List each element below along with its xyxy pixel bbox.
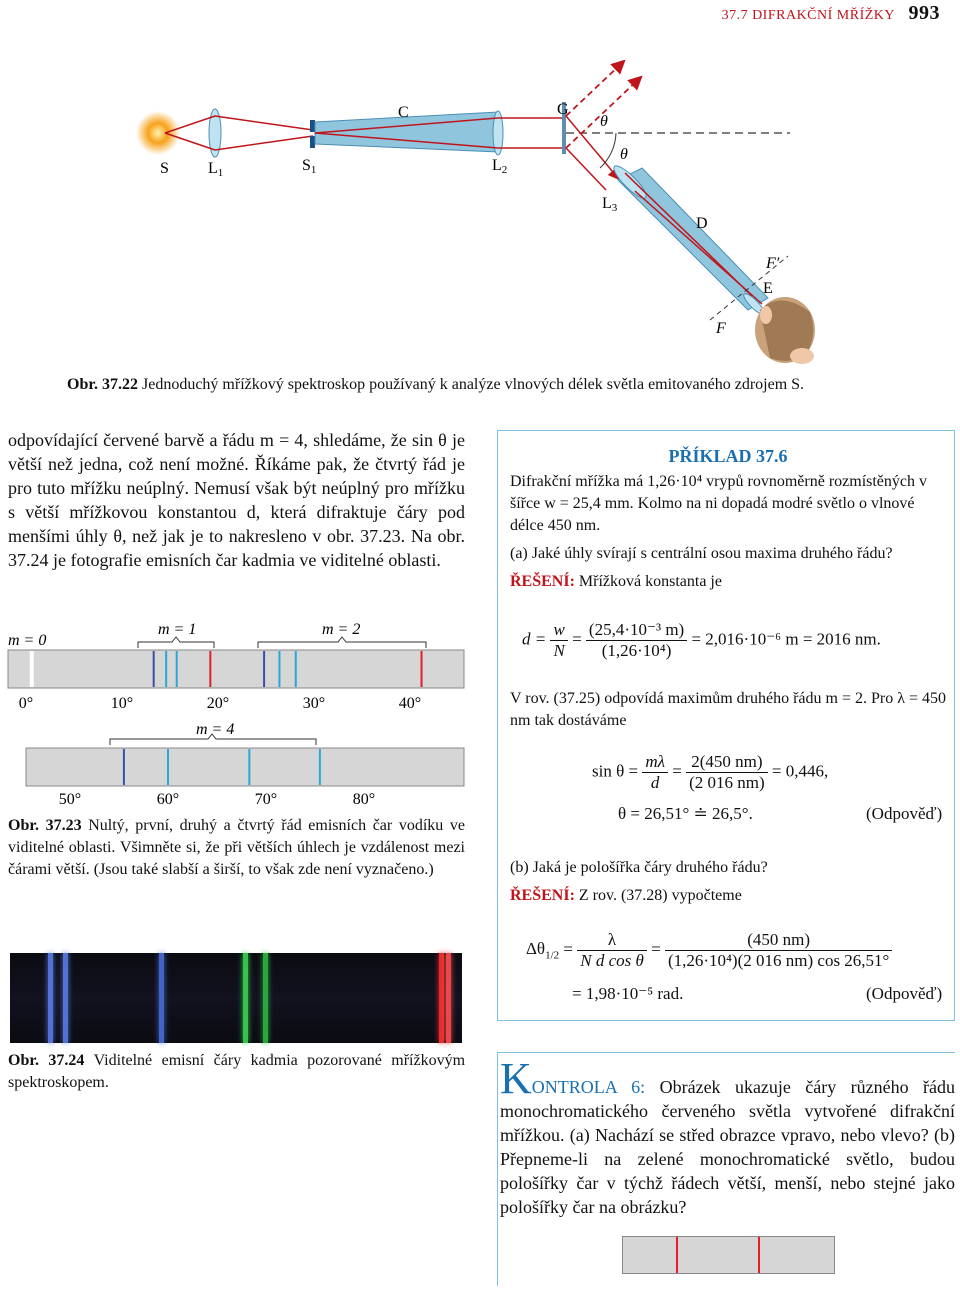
- order-label-m2: m = 2: [322, 621, 361, 638]
- spectrum-strip-top: [8, 650, 464, 688]
- solution-b: ŘEŠENÍ: Z rov. (37.28) vypočteme: [510, 887, 742, 904]
- body-paragraph: odpovídající červené barvě a řádu m = 4, shledáme, že sin θ je větší než jedna, což není možné. Říkáme pak, že čtvrtý řád je pro tuto mřížku neúplný. Nemusí však být neúplný pro mřížku s větší mřížkovou konstantou d, která difraktuje čáry pod menšími úhly θ, než jak je to nakresleno v obr. 37.23. Na obr. 37.24 je fotografie emisních čar kadmia ve viditelné oblasti.: [8, 430, 465, 570]
- red-order-line: [676, 1237, 678, 1273]
- equation-half-width: $\Delta\theta_{1/2}$ = $\frac{\lambda}{\text{N d cos θ}}$ = $\frac{(450 nm)}{\text{(1,26·10⁴)(2 016 nm) cos 26,51°}}$: [526, 930, 892, 971]
- spectroscope-diagram: [130, 60, 850, 370]
- label-Fprime: F′: [766, 255, 780, 272]
- label-E: E: [763, 280, 773, 297]
- angle-tick-label: 50°: [58, 791, 82, 808]
- label-C: C: [398, 104, 409, 121]
- observer-head: [755, 297, 815, 364]
- label-F: F: [716, 320, 726, 337]
- kontrola-block: [500, 1054, 956, 1219]
- solution-a: ŘEŠENÍ: Mřížková konstanta je: [510, 573, 722, 590]
- answer-label-b: (Odpověď): [866, 984, 943, 1003]
- equation-half-width-result: = 1,98·10⁻⁵ rad.: [572, 984, 684, 1003]
- figure-37-24-caption: Obr. 37.24 Viditelné emisní čáry kadmia pozorované mřížkovým spektroskopem.: [8, 1052, 466, 1091]
- cadmium-line: [159, 953, 164, 1043]
- label-L3: L3: [602, 195, 618, 214]
- cadmium-line: [263, 953, 268, 1043]
- angle-tick-label: 60°: [156, 791, 180, 808]
- example-intro: Difrakční mřížka má 1,26·10⁴ vrypů rovnoměrně rozmístěných v šířce w = 25,4 mm. Kolmo na ni dopadá modré světlo o vlnové délce 450 nm.: [510, 473, 928, 534]
- example-part-b: (b) Jaká je pološířka čáry druhého řádu?: [510, 859, 768, 876]
- order-label-m1: m = 1: [158, 621, 197, 638]
- angle-tick-label: 30°: [302, 695, 326, 712]
- figure-37-23-caption: Obr. 37.23 Nultý, první, druhý a čtvrtý řád emisních čar vodíku ve viditelné oblasti. Všimněte si, že při větších úhlech je vzdálenost mezi čárami větší. (Jsou také slabší a širší, to však zde není vyznačeno.): [8, 817, 465, 878]
- label-theta-2: θ: [620, 146, 628, 163]
- angle-tick-label: 40°: [398, 695, 422, 712]
- angle-tick-label: 20°: [206, 695, 230, 712]
- order-label-m4: m = 4: [196, 721, 235, 738]
- kontrola-top-rule: [497, 1052, 955, 1053]
- answer-label-a: (Odpověď): [866, 804, 943, 823]
- example-content: [510, 446, 946, 593]
- angle-tick-label: 10°: [110, 695, 134, 712]
- cadmium-spectrum-photo: [10, 953, 462, 1043]
- example-part-a: (a) Jaké úhly svírají s centrální osou maxima druhého řádu?: [510, 545, 893, 562]
- page-header: [722, 2, 940, 25]
- example-title: PŘÍKLAD 37.6: [668, 446, 788, 466]
- cadmium-line: [243, 953, 248, 1043]
- kontrola-label: ONTROLA 6:: [531, 1077, 646, 1097]
- label-S1: S1: [302, 157, 317, 176]
- label-D: D: [696, 215, 708, 232]
- equation-grating-spacing: d = $\frac{w}{N}$ = $\frac{\text{(25,4·10⁻³ m)}}{\text{(1,26·10⁴)}}$ = 2,016·10⁻⁶ m = 2016 nm.: [522, 620, 881, 660]
- label-L2: L2: [492, 157, 508, 176]
- figure-37-22-caption: Obr. 37.22 Jednoduchý mřížkový spektroskop používaný k analýze vlnových délek světla emitovaného zdrojem S.: [67, 376, 805, 393]
- kontrola-text: Obrázek ukazuje čáry různého řádu monochromatického červeného světla vytvořené difrakční mřížkou. (a) Nachází se střed obrazce vpravo, nebo vlevo? (b) Přepneme-li na zelené monochromatické světlo, budou pološířky čar v týchž řádech větší, menší, nebo stejné jako pološířky čar na obrázku?: [500, 1077, 956, 1217]
- cadmium-line: [439, 953, 444, 1043]
- equation-theta-result: θ = 26,51° ≐ 26,5°.: [618, 804, 753, 823]
- order-label-m0: m = 0: [8, 632, 47, 649]
- page-number: 993: [908, 2, 940, 24]
- label-L1: L1: [208, 160, 224, 179]
- cadmium-line: [446, 953, 451, 1043]
- spectrum-strip-bottom: [26, 748, 464, 786]
- hydrogen-orders-figure: [0, 612, 470, 812]
- angle-tick-label: 80°: [352, 791, 376, 808]
- cadmium-line: [63, 953, 68, 1043]
- red-order-line: [758, 1237, 760, 1273]
- label-theta-1: θ: [600, 113, 608, 130]
- angle-tick-label: 70°: [254, 791, 278, 808]
- light-source: [136, 111, 180, 155]
- cadmium-line: [48, 953, 53, 1043]
- kontrola-initial: K: [500, 1054, 532, 1103]
- after-d-text: V rov. (37.25) odpovídá maximům druhého řádu m = 2. Pro λ = 450 nm tak dostáváme: [510, 690, 946, 729]
- angle-tick-label: 0°: [18, 695, 34, 712]
- section-title: 37.7 DIFRAKČNÍ MŘÍŽKY: [721, 8, 895, 23]
- equation-sin-theta: sin θ = $\frac{m\lambda}{d}$ = $\frac{2(450 nm)}{(2 016 nm)}$ = 0,446,: [592, 752, 829, 792]
- label-S: S: [160, 160, 169, 177]
- label-G: G: [557, 101, 569, 118]
- kontrola-strip: [622, 1236, 835, 1274]
- kontrola-left-rule: [497, 1052, 498, 1286]
